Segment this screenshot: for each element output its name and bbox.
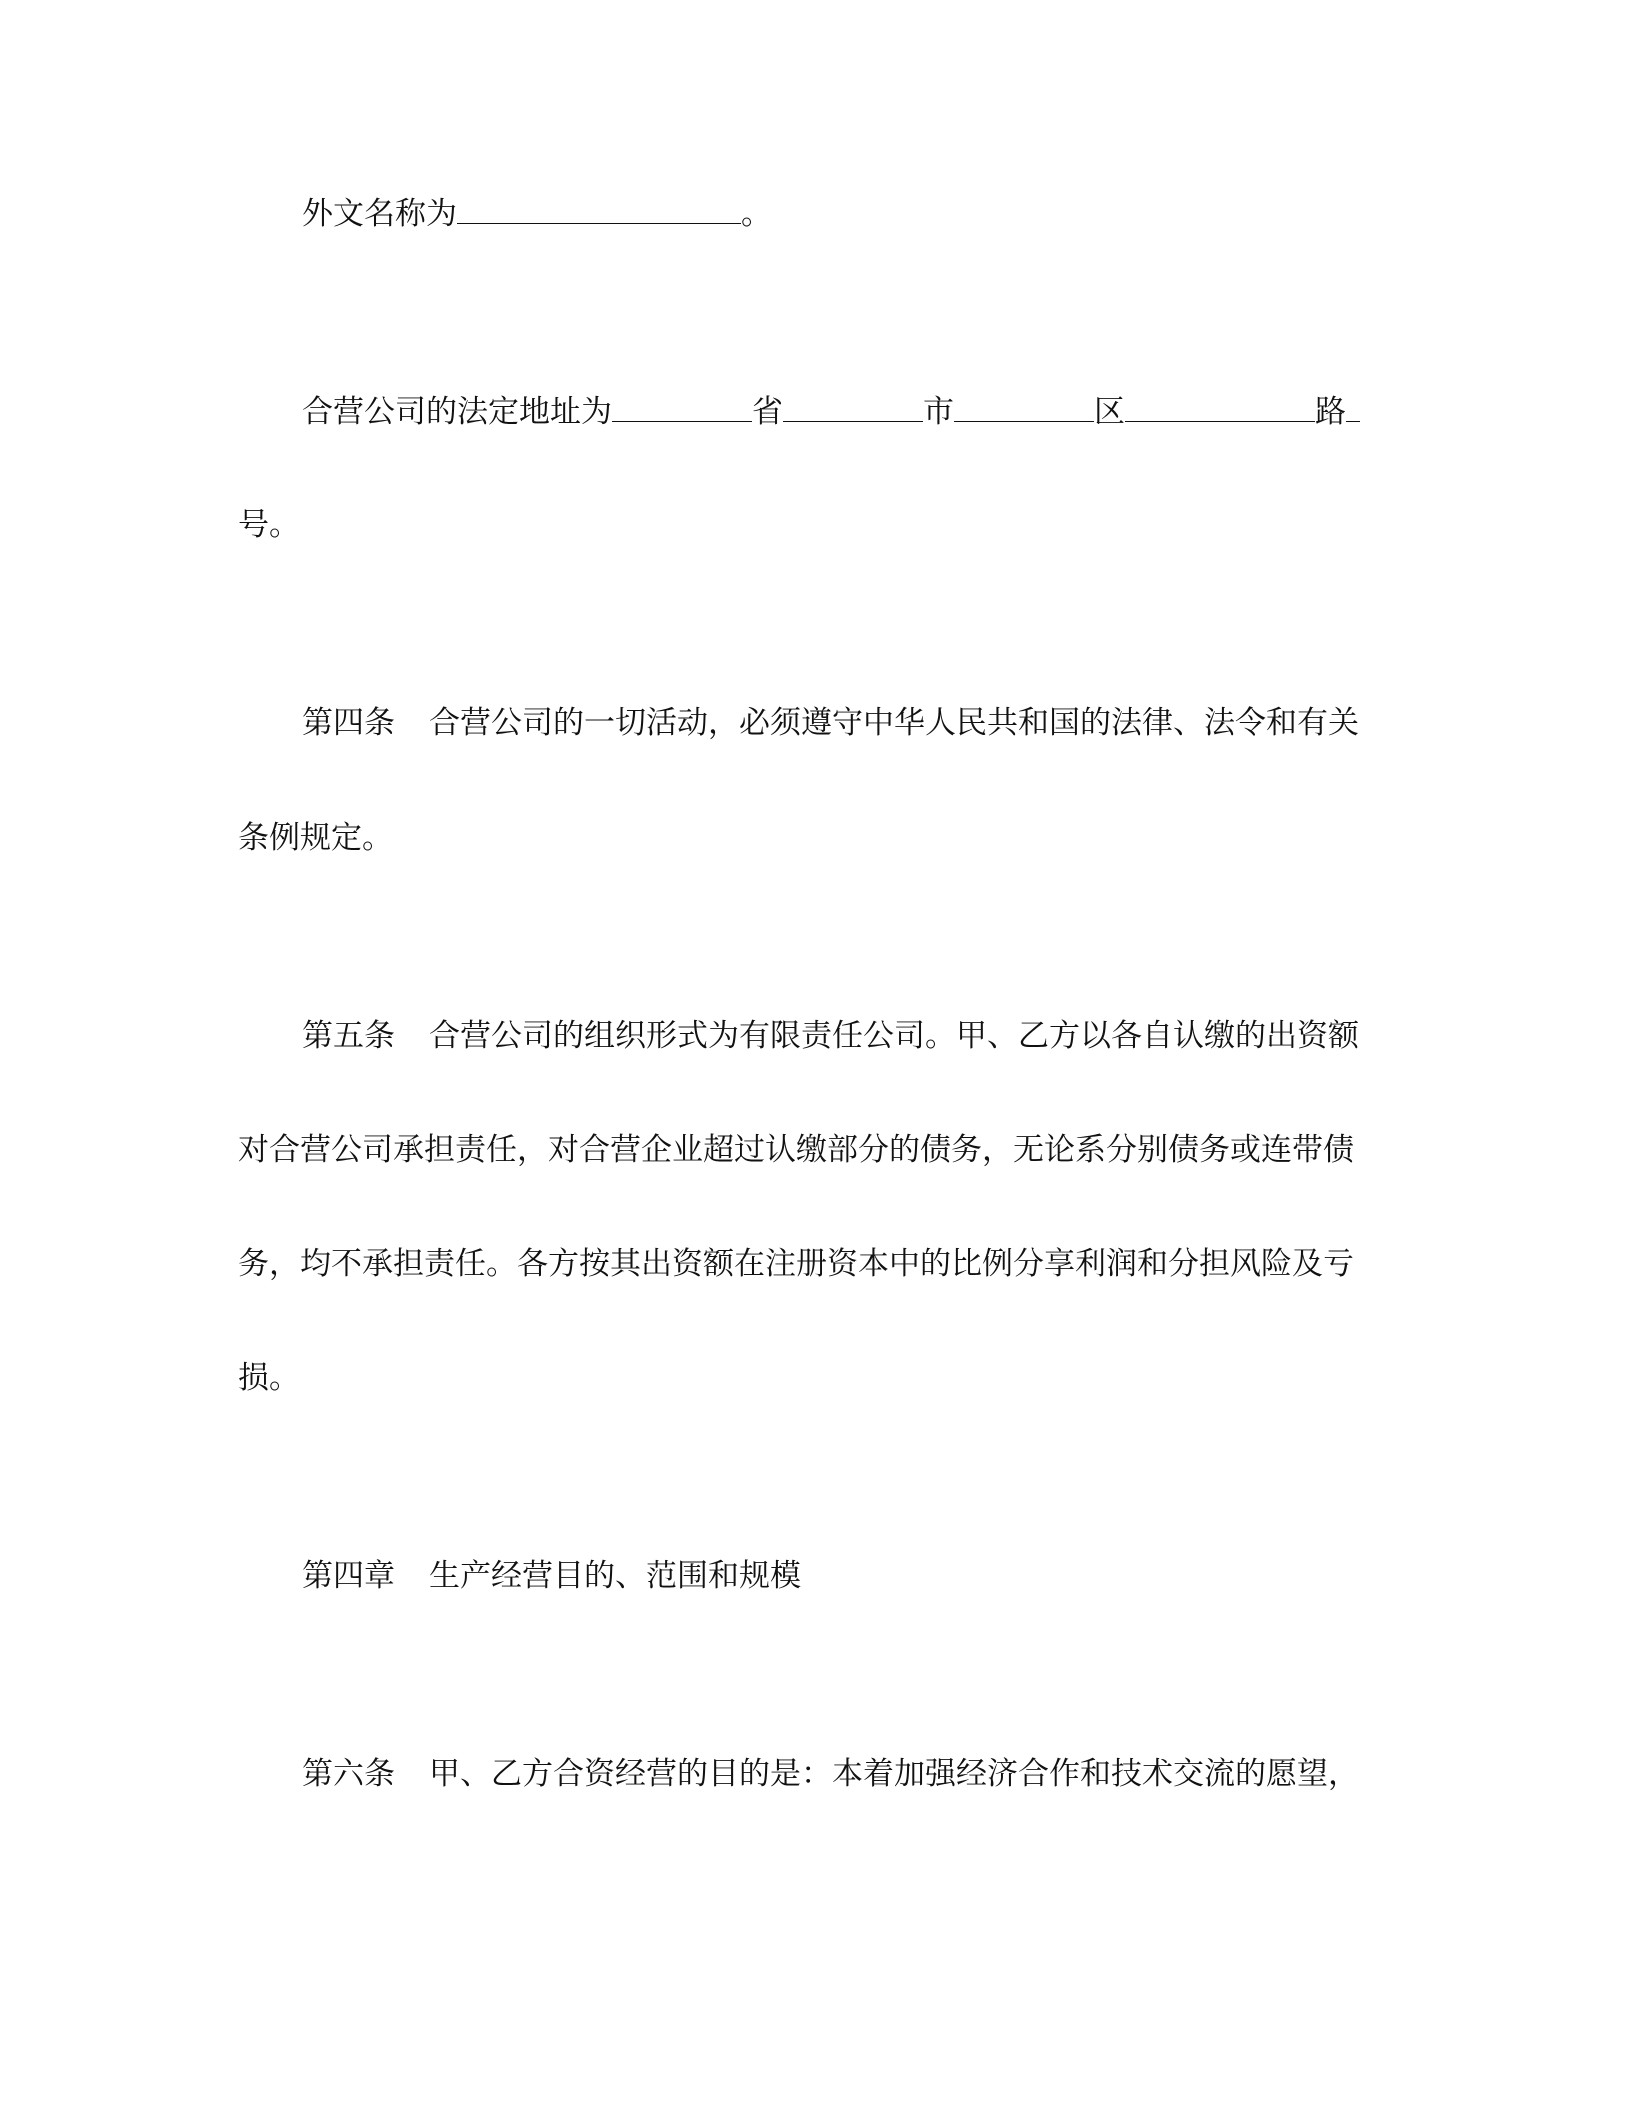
foreign-name-end: 。 — [741, 196, 772, 232]
article6-text1: 甲、乙方合资经营的目的是：本着加强经济合作和技术交流的愿望， — [429, 1756, 1359, 1792]
foreign-name-label: 外文名称为 — [302, 196, 457, 232]
address-line — [302, 391, 1360, 432]
chapter4-heading — [302, 1556, 801, 1596]
article4-line2: 条例规定。 — [238, 820, 393, 856]
article5-line4: 损。 — [238, 1360, 300, 1396]
article6-line1 — [302, 1754, 1359, 1794]
foreign-name-blank — [457, 193, 741, 224]
chapter4-title: 第四章 — [302, 1558, 395, 1594]
article5-line1 — [302, 1016, 1359, 1056]
city-blank — [783, 391, 923, 422]
district-label: 区 — [1094, 394, 1125, 430]
article6-title: 第六条 — [302, 1756, 395, 1792]
province-blank — [612, 391, 752, 422]
foreign-name-line — [302, 193, 772, 234]
article5-text1: 合营公司的组织形式为有限责任公司。甲、乙方以各自认缴的出资额 — [429, 1018, 1359, 1054]
address-number: 号。 — [238, 507, 300, 543]
article5-title: 第五条 — [302, 1018, 395, 1054]
article4-title: 第四条 — [302, 705, 395, 741]
article4-text1: 合营公司的一切活动，必须遵守中华人民共和国的法律、法令和有关 — [429, 705, 1359, 741]
district-blank — [954, 391, 1094, 422]
address-label: 合营公司的法定地址为 — [302, 394, 612, 430]
number-blank — [1346, 391, 1360, 422]
road-blank — [1125, 391, 1315, 422]
chapter4-text: 生产经营目的、范围和规模 — [429, 1558, 801, 1594]
province-label: 省 — [752, 394, 783, 430]
article5-line3: 务，均不承担责任。各方按其出资额在注册资本中的比例分享利润和分担风险及亏 — [238, 1246, 1354, 1282]
article5-line2: 对合营公司承担责任，对合营企业超过认缴部分的债务，无论系分别债务或连带债 — [238, 1132, 1354, 1168]
article4-line1 — [302, 703, 1359, 743]
road-label: 路 — [1315, 394, 1346, 430]
city-label: 市 — [923, 394, 954, 430]
